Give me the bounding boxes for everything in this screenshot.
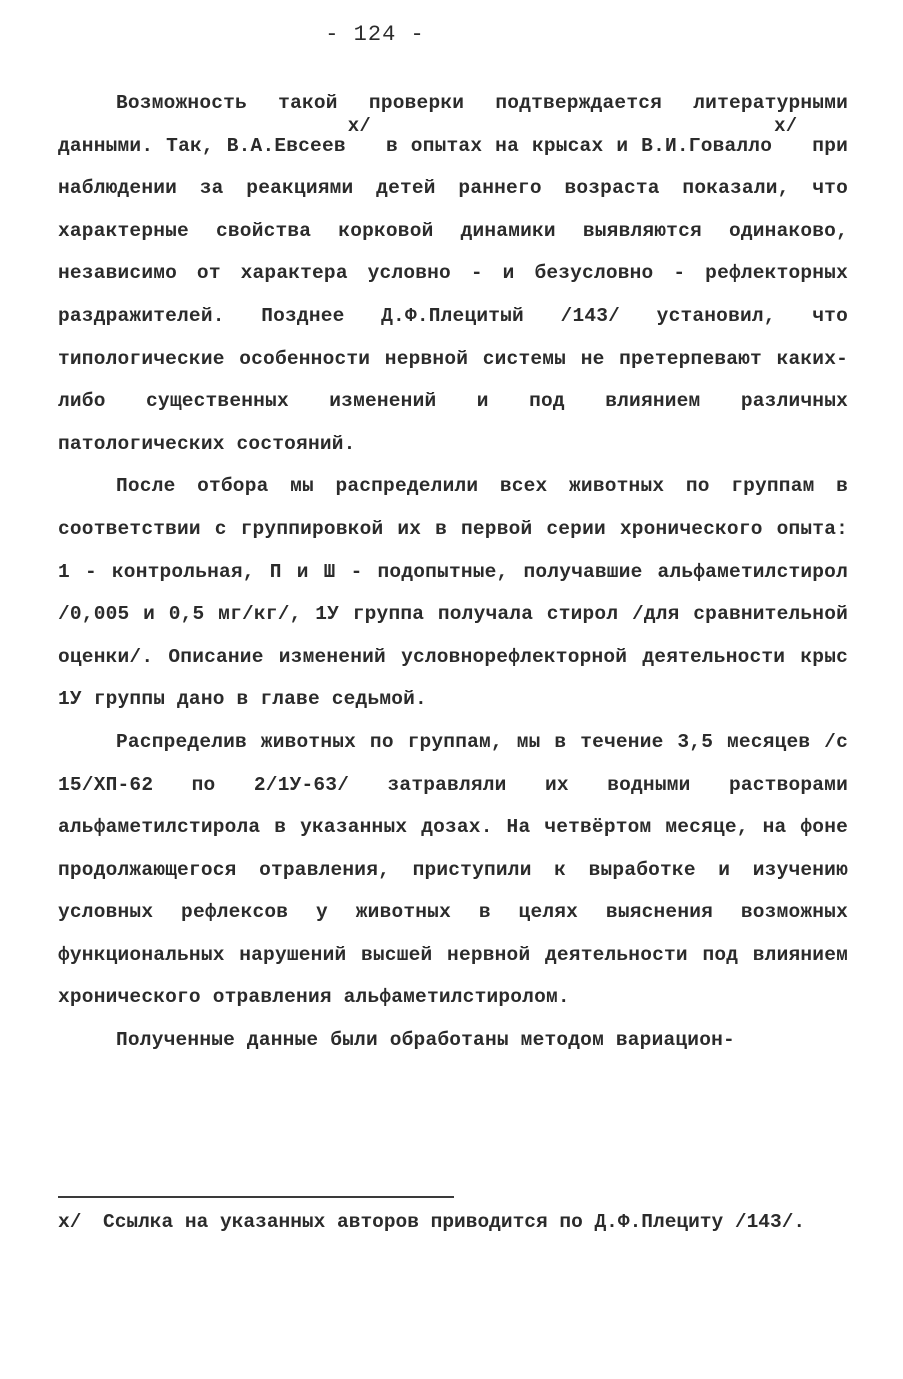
text-segment: После отбора мы распределили всех животных по группам в соответствии с группировкой их в первой серии хронического опыта: 1 - контрольная, П и Ш - подопытные, получавшие альфаметилстирол /0,005 и 0,5 мг/кг/, 1У группа получала стирол /для сравнительной оценки/. Описание изменений условнорефлекторной деятельности крыс 1У группы дано в главе седьмой. [58,475,848,711]
paragraph-4 [58,1019,848,1062]
footnote-divider [58,1196,454,1198]
paragraph-1 [58,82,848,465]
paragraph-2 [58,465,848,721]
text-segment: Распределив животных по группам, мы в течение 3,5 месяцев /с 15/ХП-62 по 2/1У-63/ затравляли их водными растворами альфаметилстирола в указанных дозах. На четвёртом месяце, на фоне продолжающегося отравления, приступили к выработке и изучению условных рефлексов у животных в целях выяснения возможных функциональных нарушений высшей нервной деятельности под влиянием хронического отравления альфаметилстиролом. [58,730,848,1009]
page-number: - 124 - [325,22,425,47]
text-segment: Возможность такой проверки подтверждается литературными данными. Так, В.А.Евсеев [58,92,848,157]
text-segment: при наблюдении за реакциями детей раннего возраста показали, что характерные свойства корковой динамики выявляются одинаково, независимо от характера условно - и безусловно - рефлекторных раздражителей. Позднее Д.Ф.Плецитый /143/ установил, что типологические особенности нервной системы не претерпевают каких-либо существенных изменений и под влиянием различных патологических состояний. [58,134,848,455]
paragraph-3 [58,721,848,1019]
footnote-text: Ссылка на указанных авторов приводится по Д.Ф.Плециту /143/. [103,1211,806,1233]
footnote-marker: х/ [58,1211,82,1233]
text-segment: Полученные данные были обработаны методом вариацион- [116,1029,735,1052]
footnote-reference: х/ [774,114,798,137]
footnote-reference: х/ [347,114,371,137]
text-segment: в опытах на крысах и В.И.Говалло [372,134,773,157]
body-text [58,82,848,1062]
footnote [58,1210,848,1234]
